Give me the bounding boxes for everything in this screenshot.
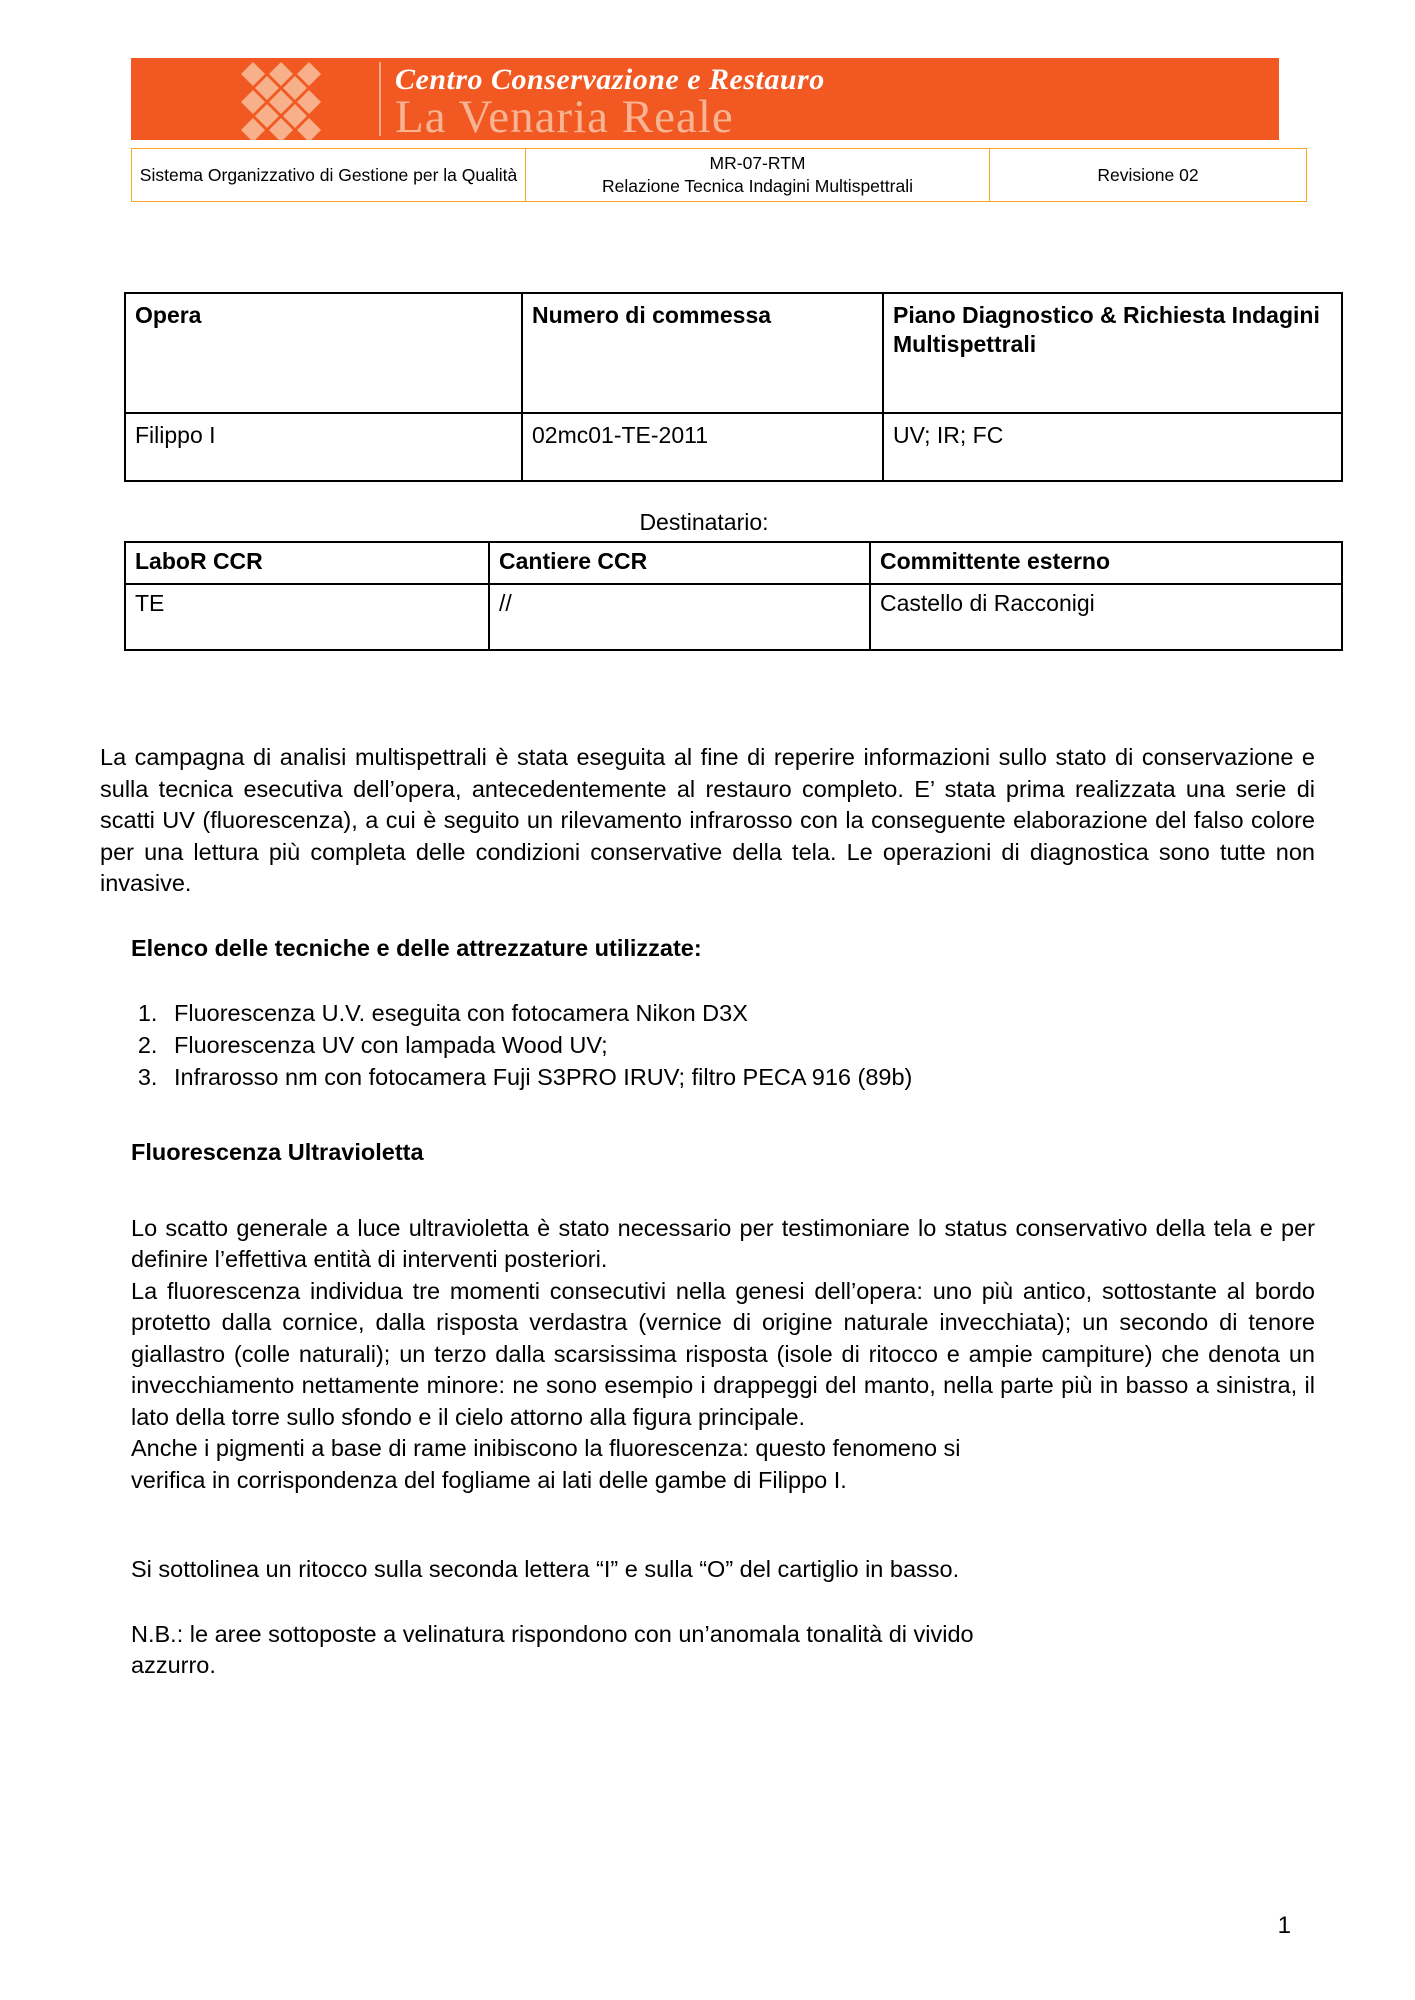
uv-paragraph-1: Lo scatto generale a luce ultravioletta è stato necessario per testimoniare lo status conservativo della tela e per definire l’effettiva entità di interventi posteriori. <box>131 1214 1315 1272</box>
dest-value-cantiere: // <box>489 584 870 650</box>
list-item: 2. Fluorescenza UV con lampada Wood UV; <box>164 1029 1315 1061</box>
destinatario-label: Destinatario: <box>639 509 769 535</box>
opera-header-opera: Opera <box>125 293 522 413</box>
dest-header-labor: LaboR CCR <box>125 542 489 584</box>
uv-paragraph-3-line-1: Anche i pigmenti a base di rame inibiscono la fluorescenza: questo fenomeno si <box>131 1435 961 1461</box>
spacer <box>100 900 1315 933</box>
meta-revision-cell: Revisione 02 <box>990 149 1307 202</box>
dest-header-committente: Committente esterno <box>870 542 1342 584</box>
table-row <box>125 584 1342 650</box>
dest-value-labor: TE <box>125 584 489 650</box>
page-number: 1 <box>1277 1912 1291 1939</box>
logo-area <box>131 58 379 140</box>
spacer <box>100 1093 1315 1137</box>
table-row <box>125 413 1342 481</box>
spacer <box>100 1496 1315 1554</box>
note-paragraph-2-line-2: azzurro. <box>131 1652 216 1678</box>
spacer <box>100 964 1315 997</box>
opera-value-piano: UV; IR; FC <box>883 413 1342 481</box>
spacer <box>100 1169 1315 1213</box>
document-header <box>131 58 1279 202</box>
meta-system-cell: Sistema Organizzativo di Gestione per la Qualità <box>132 149 526 202</box>
tech-list <box>100 997 1315 1093</box>
table-row <box>132 149 1307 202</box>
header-meta-table <box>131 148 1307 202</box>
opera-value-commessa: 02mc01-TE-2011 <box>522 413 883 481</box>
meta-doc-code: MR-07-RTM <box>709 153 806 173</box>
opera-value-opera: Filippo I <box>125 413 522 481</box>
uv-heading: Fluorescenza Ultravioletta <box>131 1139 424 1165</box>
list-item: 3. Infrarosso nm con fotocamera Fuji S3PRO IRUV; filtro PECA 916 (89b) <box>164 1061 1315 1093</box>
note-paragraph-2-line-1: N.B.: le aree sottoposte a velinatura rispondono con un’anomala tonalità di vivido <box>131 1620 974 1647</box>
table-row <box>125 293 1342 413</box>
meta-doc-title: Relazione Tecnica Indagini Multispettrali <box>602 176 913 196</box>
tech-heading: Elenco delle tecniche e delle attrezzature utilizzate: <box>131 934 702 961</box>
meta-doc-cell <box>526 149 990 202</box>
destinatario-table-block <box>124 541 1284 651</box>
intro-paragraph: La campagna di analisi multispettrali è stata eseguita al fine di reperire informazioni sullo stato di conservazione e sulla tecnica esecutiva dell’opera, antecedentemente al restauro completo. E’ stata prima realizzata una serie di scatti UV (fluorescenza), a cui è seguito un rilevamento infrarosso con la conseguente elaborazione del falso colore per una lettura più completa delle condizioni conservative della tela. Le operazioni di diagnostica sono tutte non invasive. <box>100 744 1315 896</box>
opera-table-block <box>124 292 1320 482</box>
dest-header-cantiere: Cantiere CCR <box>489 542 870 584</box>
note-paragraph-1: Si sottolinea un ritocco sulla seconda lettera “I” e sulla “O” del cartiglio in basso. <box>131 1556 960 1582</box>
brand-line-2: La Venaria Reale <box>395 91 734 140</box>
brand-text <box>379 58 1279 140</box>
uv-paragraph-2: La fluorescenza individua tre momenti consecutivi nella genesi dell’opera: uno più antico, sottostante al bordo protetto dalla cornice, dalla risposta verdastra (vernice di origine naturale invecchiata); un secondo di tenore giallastro (colle naturali); un terzo dalla scarsissima risposta (isole di ritocco e ampie campiture) che denota un invecchiamento nettamente minore: ne sono esempio i drappeggi del manto, nella parte più in basso a sinistra, il lato della torre sullo sfondo e il cielo attorno alla figura principale. <box>131 1277 1315 1430</box>
destinatario-table <box>124 541 1343 651</box>
list-item: 1. Fluorescenza U.V. eseguita con fotocamera Nikon D3X <box>164 997 1315 1029</box>
opera-header-commessa: Numero di commessa <box>522 293 883 413</box>
diamond-lattice-icon <box>235 60 347 140</box>
opera-header-piano: Piano Diagnostico & Richiesta Indagini Multispettrali <box>883 293 1342 413</box>
spacer <box>100 1586 1315 1619</box>
brand-line-1: Centro Conservazione e Restauro <box>395 63 825 96</box>
document-body <box>100 742 1315 1682</box>
table-row <box>125 542 1342 584</box>
brand-banner <box>131 58 1279 140</box>
uv-paragraph-3-line-2: verifica in corrispondenza del fogliame ai lati delle gambe di Filippo I. <box>131 1466 847 1493</box>
dest-value-committente: Castello di Racconigi <box>870 584 1342 650</box>
opera-table <box>124 292 1343 482</box>
